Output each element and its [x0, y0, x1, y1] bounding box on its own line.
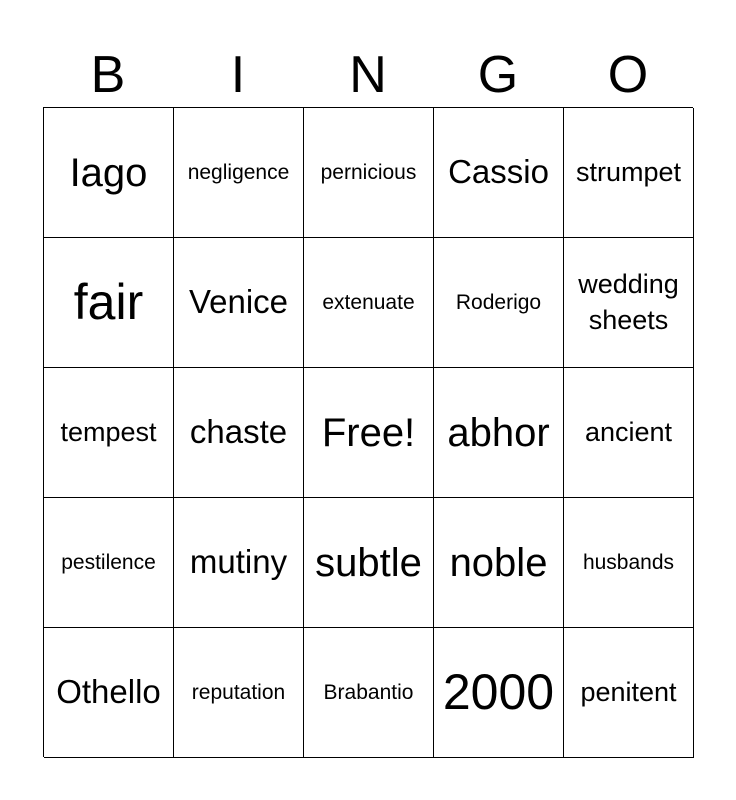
- bingo-cell-r0-c2[interactable]: pernicious: [304, 108, 434, 238]
- bingo-cell-r2-c1[interactable]: chaste: [174, 368, 304, 498]
- bingo-cell-r4-c0[interactable]: Othello: [44, 628, 174, 758]
- header-letter-b: B: [90, 46, 126, 104]
- bingo-cell-r2-c0[interactable]: tempest: [44, 368, 174, 498]
- bingo-cell-r0-c3[interactable]: Cassio: [434, 108, 564, 238]
- bingo-cell-r3-c2[interactable]: subtle: [304, 498, 434, 628]
- header-letter-o: O: [607, 46, 649, 104]
- bingo-cell-r1-c3[interactable]: Roderigo: [434, 238, 564, 368]
- bingo-cell-r1-c4[interactable]: wedding sheets: [564, 238, 694, 368]
- bingo-cell-r4-c2[interactable]: Brabantio: [304, 628, 434, 758]
- bingo-cell-r4-c4[interactable]: penitent: [564, 628, 694, 758]
- header-letter-n: N: [349, 46, 387, 104]
- header-letter-i: I: [230, 46, 246, 104]
- bingo-cell-free[interactable]: Free!: [304, 368, 434, 498]
- bingo-cell-r1-c2[interactable]: extenuate: [304, 238, 434, 368]
- bingo-cell-r3-c0[interactable]: pestilence: [44, 498, 174, 628]
- bingo-cell-r3-c3[interactable]: noble: [434, 498, 564, 628]
- bingo-cell-r3-c1[interactable]: mutiny: [174, 498, 304, 628]
- bingo-board: [43, 107, 693, 757]
- bingo-header: [43, 42, 693, 108]
- bingo-cell-r4-c3[interactable]: 2000: [434, 628, 564, 758]
- bingo-cell-r1-c1[interactable]: Venice: [174, 238, 304, 368]
- bingo-cell-r2-c4[interactable]: ancient: [564, 368, 694, 498]
- bingo-cell-r0-c0[interactable]: Iago: [44, 108, 174, 238]
- bingo-cell-r0-c1[interactable]: negligence: [174, 108, 304, 238]
- bingo-cell-r4-c1[interactable]: reputation: [174, 628, 304, 758]
- bingo-cell-r3-c4[interactable]: husbands: [564, 498, 694, 628]
- bingo-cell-r1-c0[interactable]: fair: [44, 238, 174, 368]
- bingo-cell-r0-c4[interactable]: strumpet: [564, 108, 694, 238]
- bingo-cell-r2-c3[interactable]: abhor: [434, 368, 564, 498]
- header-letter-g: G: [477, 46, 519, 104]
